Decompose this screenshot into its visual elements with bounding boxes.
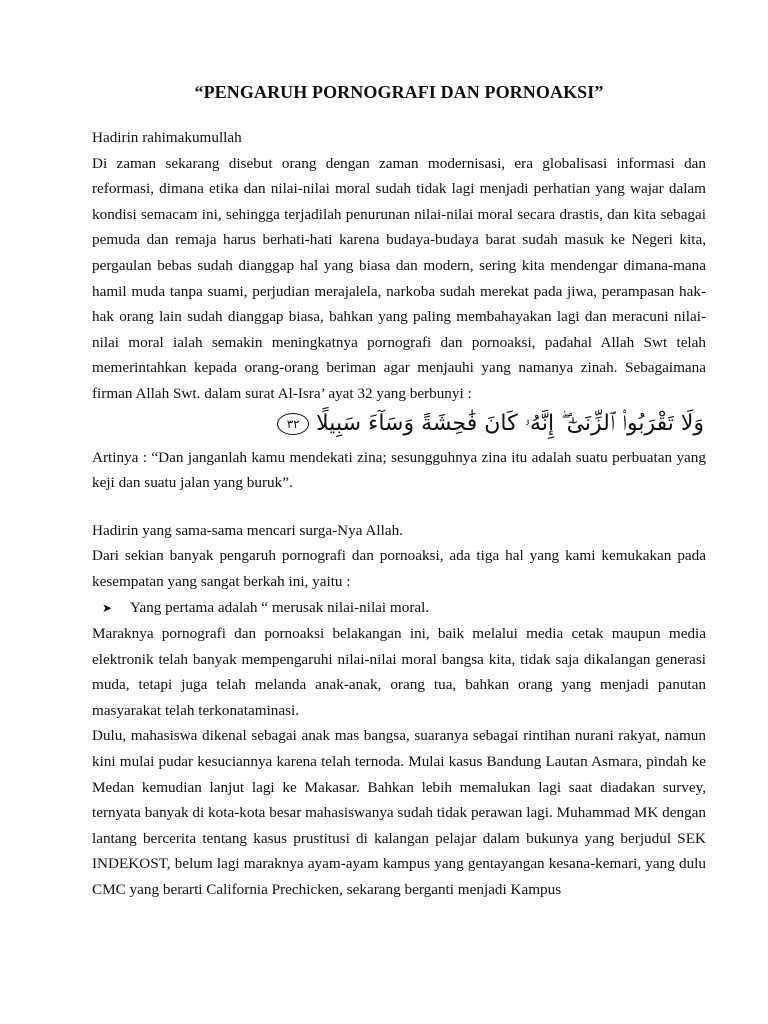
verse-number-badge: ٣٢ — [277, 413, 309, 435]
bullet-text: Yang pertama adalah “ merusak nilai-nilai moral. — [130, 598, 430, 616]
document-title: “PENGARUH PORNOGRAFI DAN PORNOAKSI” — [194, 82, 604, 102]
arrow-bullet-icon: ➤ — [102, 600, 113, 615]
spacer — [92, 496, 706, 518]
verse-arabic-text: وَلَا تَقْرَبُوا۟ ٱلزِّنَىٰٓ ۖ إِنَّهُۥ كَانَ فَٰحِشَةً وَسَآءَ سَبِيلًا — [316, 410, 704, 436]
bullet-item — [92, 595, 706, 622]
paragraph-media: Maraknya pornografi dan pornoaksi belakangan ini, baik melalui media cetak maupun media elektronik telah banyak mempengaruhi nilai-nilai moral bangsa kita, tidak saja dikalangan generasi muda, tetapi juga telah melanda anak-anak, orang tua, bahkan orang yang menjadi panutan masyarakat telah terkonataminasi. — [92, 625, 706, 719]
paragraph-three-effects: Dari sekian banyak pengaruh pornografi dan pornoaksi, ada tiga hal yang kami kemukakan pada kesempatan yang sangat berkah ini, yaitu : — [92, 547, 706, 590]
quran-verse — [92, 407, 704, 439]
greeting-line-2: Hadirin yang sama-sama mencari surga-Nya Allah. — [92, 521, 403, 539]
verse-translation: Artinya : “Dan janganlah kamu mendekati zina; sesungguhnya zina itu adalah suatu perbuatan yang keji dan suatu jalan yang buruk”. — [92, 448, 706, 492]
paragraph-students: Dulu, mahasiswa dikenal sebagai anak mas bangsa, suaranya sebagai rintihan nurani rakyat, namun kini mulai pudar kesuciannya karena telah ternoda. Mulai kasus Bandung Lautan Asmara, pindah ke Medan kemudian lanjut lagi ke Makasar. Bahkan lebih memalukan lagi saat diadakan survey, ternyata banyak di kota-kota besar mahasiswanya sudah tidak perawan lagi. Muhammad MK dengan lantang bercerita tentang kasus prustitusi di kalangan pelajar dalam bukunya yang berjudul SEK INDEKOST, belum lagi maraknya ayam-ayam kampus yang gentayangan kesana-kemari, yang dulu CMC yang berarti California Prechicken, sekarang berganti menjadi Kampus — [92, 727, 706, 899]
paragraph-intro: Di zaman sekarang disebut orang dengan zaman modernisasi, era globalisasi informasi dan reformasi, dimana etika dan nilai-nilai moral sudah tidak lagi menjadi perhatian yang wajar dalam kondisi semacam ini, sehingga terjadilah penurunan nilai-nilai moral secara drastis, dan kita sebagai pemuda dan remaja harus berhati-hati karena budaya-budaya barat sudah masuk ke Negeri kita, pergaulan bebas sudah dianggap hal yang biasa dan modern, sering kita mendengar dimana-mana hamil muda tanpa suami, perjudian merajalela, narkoba sudah merekat pada jiwa, perampasan hak-hak orang lain sudah dianggap biasa, bahkan yang paling membahayakan lagi dan meracuni nilai-nilai moral ialah semakin meningkatnya pornografi dan pornoaksi, padahal Allah Swt telah memerintahkan kepada orang-orang beriman agar menjauhi yang namanya zinah. Sebagaimana firman Allah Swt. dalam surat Al-Isra’ ayat 32 yang berbunyi : — [92, 154, 706, 402]
greeting-line: Hadirin rahimakumullah — [92, 129, 242, 146]
